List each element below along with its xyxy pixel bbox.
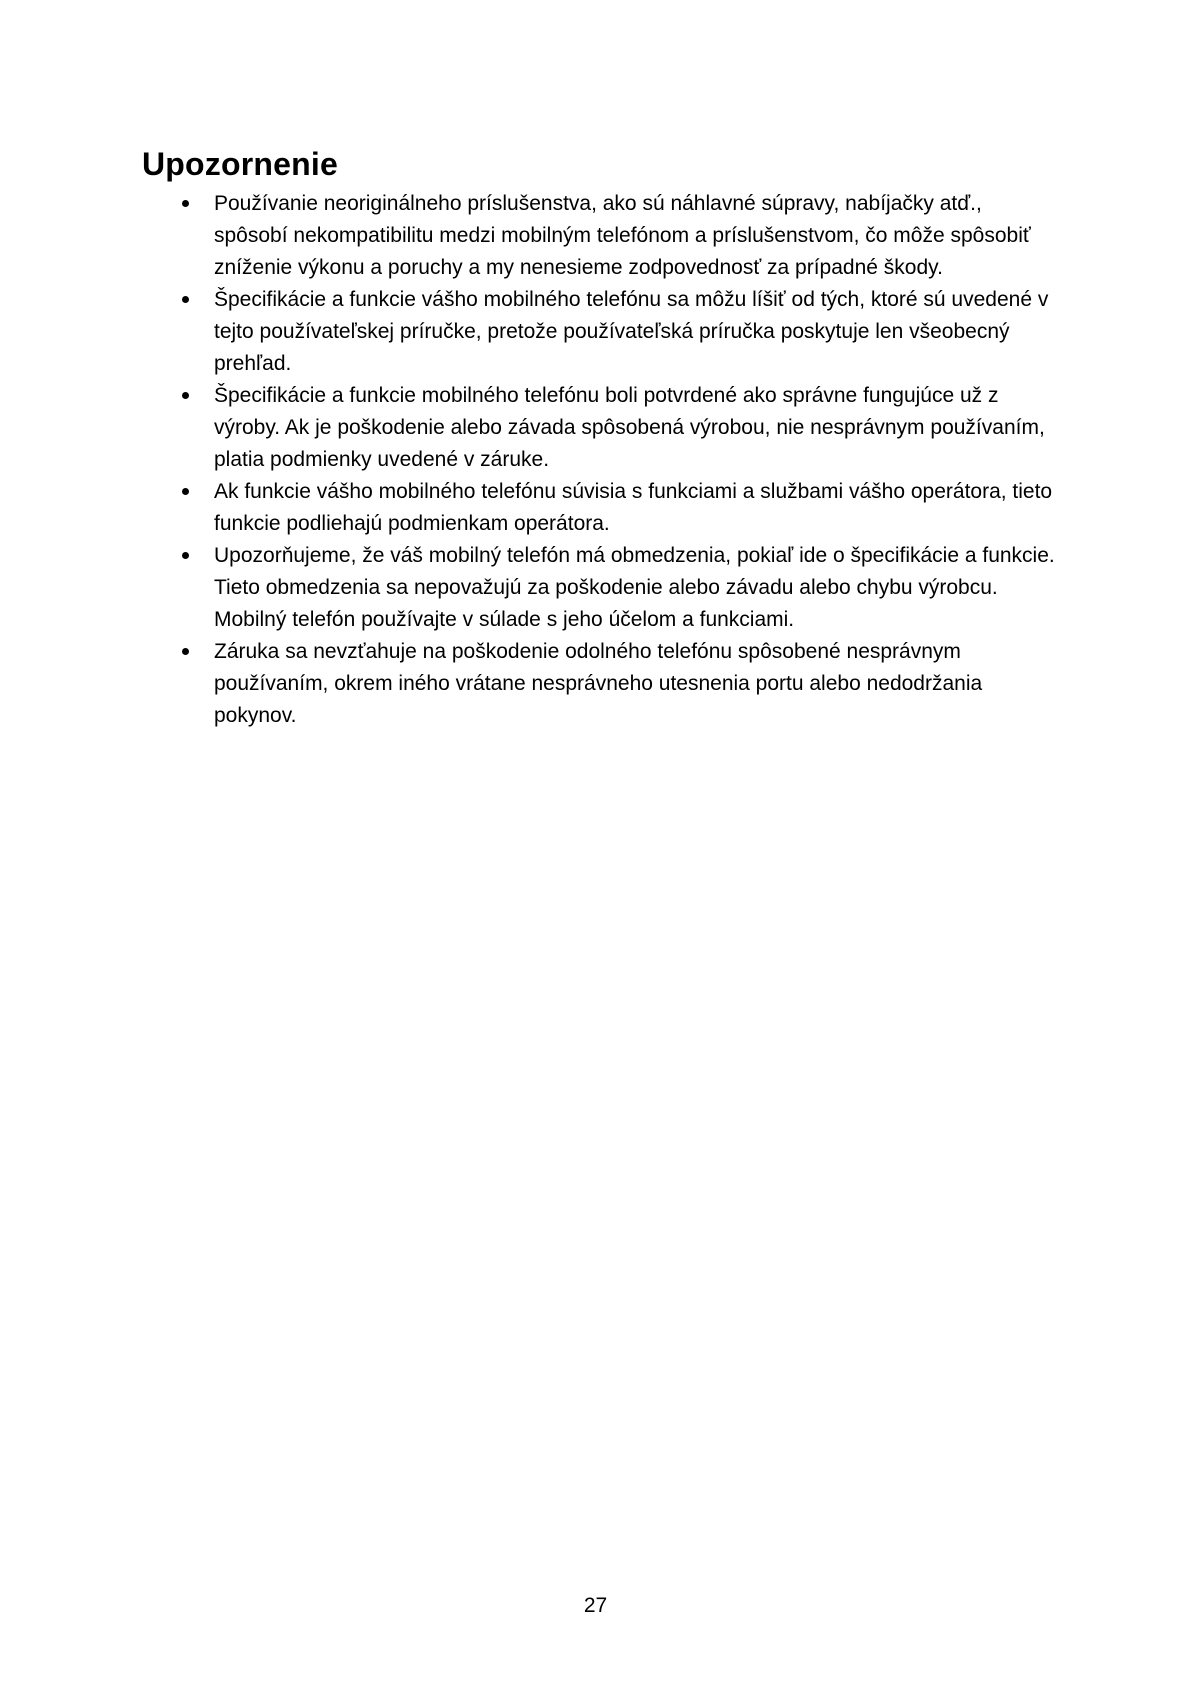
warning-list — [142, 188, 1072, 732]
list-item — [142, 636, 1060, 732]
list-item-text: Špecifikácie a funkcie vášho mobilného telefónu sa môžu líšiť od tých, ktoré sú uvedené v tejto používateľskej príručke, pretože používateľská príručka poskytuje len všeobecný prehľad. — [214, 288, 1049, 375]
bullet-icon — [182, 296, 189, 303]
list-item-text: Ak funkcie vášho mobilného telefónu súvisia s funkciami a službami vášho operátora, tieto funkcie podliehajú podmienkam operátora. — [214, 480, 1053, 535]
list-item-text: Používanie neoriginálneho príslušenstva, ako sú náhlavné súpravy, nabíjačky atď., spôsobí nekompatibilitu medzi mobilným telefónom a príslušenstvom, čo môže spôsobiť zníženie výkonu a poruchy a my nenesieme zodpovednosť za prípadné škody. — [214, 192, 1031, 279]
bullet-icon — [182, 648, 189, 655]
list-item-text: Špecifikácie a funkcie mobilného telefónu boli potvrdené ako správne fungujúce už z výroby. Ak je poškodenie alebo závada spôsobená výrobou, nie nesprávnym používaním, platia podmienky uvedené v záruke. — [214, 384, 1045, 471]
list-item-text: Upozorňujeme, že váš mobilný telefón má obmedzenia, pokiaľ ide o špecifikácie a funkcie. Tieto obmedzenia sa nepovažujú za poškodenie alebo závadu alebo chybu výrobcu. Mobilný telefón používajte v súlade s jeho účelom a funkciami. — [214, 544, 1055, 631]
bullet-icon — [182, 200, 189, 207]
list-item-text: Záruka sa nevzťahuje na poškodenie odolného telefónu spôsobené nesprávnym používaním, okrem iného vrátane nesprávneho utesnenia portu alebo nedodržania pokynov. — [214, 640, 983, 727]
section-heading: Upozornenie — [142, 146, 338, 182]
bullet-icon — [182, 552, 189, 559]
list-item — [142, 476, 1060, 540]
bullet-icon — [182, 392, 189, 399]
page-number: 27 — [583, 1594, 608, 1617]
bullet-icon — [182, 488, 189, 495]
list-item — [142, 284, 1060, 380]
list-item — [142, 540, 1060, 636]
list-item — [142, 188, 1060, 284]
list-item — [142, 380, 1060, 476]
